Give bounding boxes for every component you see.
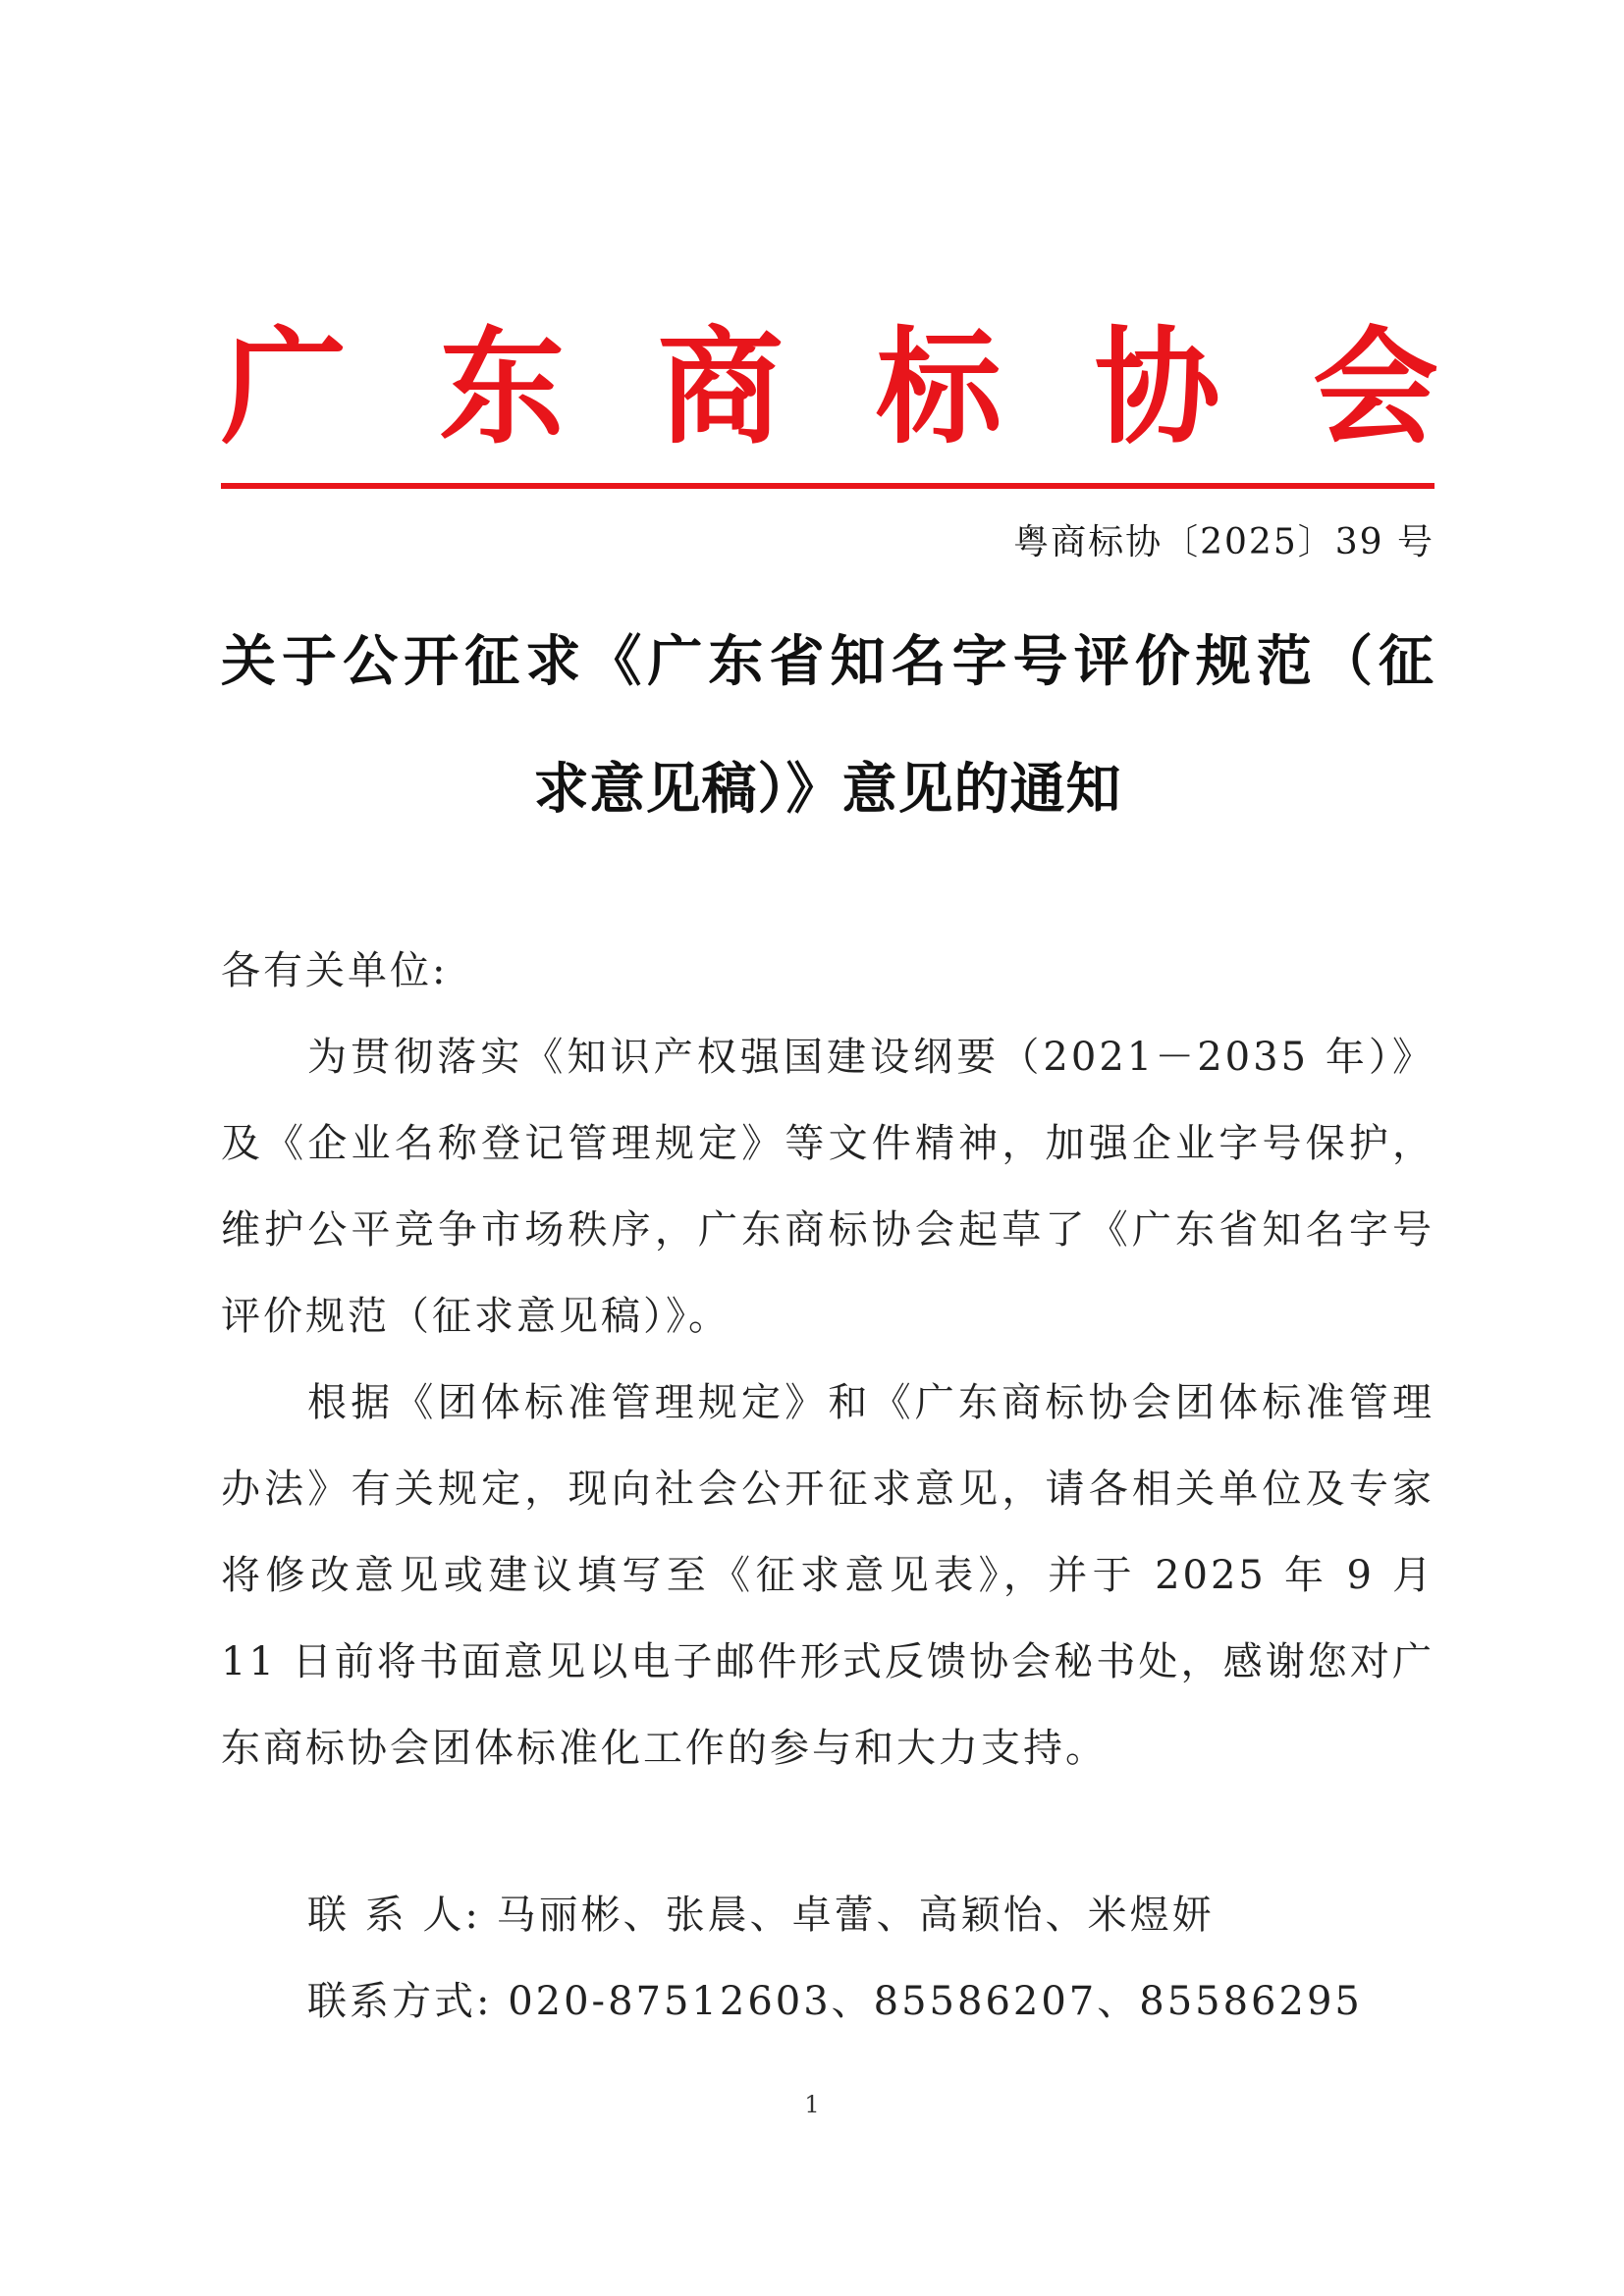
contact-phone-line [307, 1958, 1363, 2045]
contact-persons-label: 联 系 人: [307, 1893, 481, 1938]
document-number: 粤商标协〔2025〕39 号 [1013, 522, 1435, 562]
contact-phone-value: 020-87512603、85586207、85586295 [508, 1979, 1363, 2024]
document-title [221, 599, 1435, 854]
contact-phone-label: 联系方式: [307, 1979, 493, 2024]
letterhead-char: 协 [1094, 314, 1220, 461]
contact-persons-line [307, 1872, 1363, 1958]
letterhead-char: 会 [1312, 314, 1438, 461]
letterhead-char: 商 [657, 314, 784, 461]
letterhead-char: 东 [439, 314, 566, 461]
contact-block [307, 1872, 1363, 2045]
document-title-line-1: 关于公开征求《广东省知名字号评价规范（征 [221, 630, 1435, 694]
salutation: 各有关单位: [221, 948, 449, 993]
page-number: 1 [804, 2091, 820, 2118]
document-title-line-2: 求意见稿）》意见的通知 [533, 758, 1122, 822]
letterhead-divider [221, 483, 1435, 489]
document-body [221, 928, 1435, 1791]
body-paragraph-2: 根据《团体标准管理规定》和《广东商标协会团体标准管理办法》有关规定，现向社会公开征求意见，请各相关单位及专家将修改意见或建议填写至《征求意见表》，并于 2025 年 9 月 11 日前将书面意见以电子邮件形式反馈协会秘书处，感谢您对广东商标协会团体标准化工作的参与和大力支持。 [221, 1380, 1435, 1771]
body-paragraph-1: 为贯彻落实《知识产权强国建设纲要（2021－2035 年）》及《企业名称登记管理规定》等文件精神，加强企业字号保护，维护公平竞争市场秩序，广东商标协会起草了《广东省知名字号评价规范（征求意见稿）》。 [221, 1035, 1435, 1339]
letterhead-char: 标 [876, 314, 1002, 461]
letterhead [221, 309, 1438, 466]
letterhead-char: 广 [221, 314, 348, 461]
contact-persons-value: 马丽彬、张晨、卓蕾、高颖怡、米煜妍 [496, 1893, 1215, 1938]
